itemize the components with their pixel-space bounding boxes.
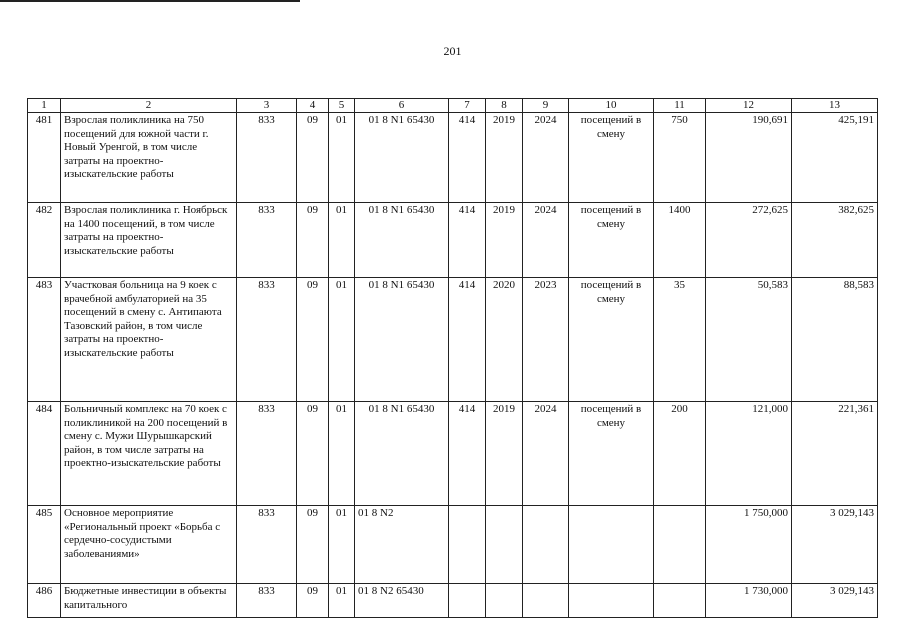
col-header-13: 13: [792, 99, 878, 113]
cell-c3: 833: [237, 203, 297, 278]
cell-c12: 121,000: [706, 402, 792, 506]
col-header-7: 7: [449, 99, 486, 113]
budget-table: [27, 98, 878, 618]
cell-c6: 01 8 N1 65430: [355, 402, 449, 506]
object-name: Основное мероприятие «Региональный проект «Борьба с сердечно-сосудистыми заболеваниями»: [61, 506, 237, 584]
col-header-4: 4: [297, 99, 329, 113]
table-row: [28, 584, 878, 618]
cell-c6: 01 8 N1 65430: [355, 278, 449, 402]
cell-c9: 2023: [523, 278, 569, 402]
cell-c5: 01: [329, 506, 355, 584]
col-header-6: 6: [355, 99, 449, 113]
cell-c5: 01: [329, 584, 355, 618]
cell-c4: 09: [297, 584, 329, 618]
table-row: [28, 203, 878, 278]
cell-c11: 1400: [654, 203, 706, 278]
cell-c7: [449, 584, 486, 618]
col-header-11: 11: [654, 99, 706, 113]
cell-c13: 3 029,143: [792, 506, 878, 584]
cell-c9: [523, 506, 569, 584]
cell-c4: 09: [297, 402, 329, 506]
col-header-1: 1: [28, 99, 61, 113]
col-header-10: 10: [569, 99, 654, 113]
cell-c11: 35: [654, 278, 706, 402]
cell-c7: 414: [449, 113, 486, 203]
cell-c4: 09: [297, 113, 329, 203]
cell-c13: 88,583: [792, 278, 878, 402]
cell-c8: [486, 584, 523, 618]
table-row: [28, 113, 878, 203]
cell-c8: 2020: [486, 278, 523, 402]
cell-c13: 221,361: [792, 402, 878, 506]
cell-c8: 2019: [486, 203, 523, 278]
cell-c4: 09: [297, 506, 329, 584]
cell-c11: 750: [654, 113, 706, 203]
cell-c13: 425,191: [792, 113, 878, 203]
row-number: 484: [28, 402, 61, 506]
table-row: [28, 506, 878, 584]
page-number: 201: [443, 44, 462, 58]
row-number: 486: [28, 584, 61, 618]
cell-c13: 382,625: [792, 203, 878, 278]
cell-c8: [486, 506, 523, 584]
row-number: 482: [28, 203, 61, 278]
cell-c7: 414: [449, 203, 486, 278]
object-name: Больничный комплекс на 70 коек с поликлиникой на 200 посещений в смену с. Мужи Шурышкарский район, в том числе затраты на проектно-изыскательские работы: [61, 402, 237, 506]
cell-c9: [523, 584, 569, 618]
cell-c10: посещений в смену: [569, 203, 654, 278]
cell-c11: [654, 584, 706, 618]
object-name: Бюджетные инвестиции в объекты капитального: [61, 584, 237, 618]
cell-c4: 09: [297, 203, 329, 278]
cell-c7: 414: [449, 402, 486, 506]
cell-c8: 2019: [486, 113, 523, 203]
cell-c3: 833: [237, 113, 297, 203]
top-rule: [0, 0, 300, 2]
cell-c13: 3 029,143: [792, 584, 878, 618]
table-row: [28, 402, 878, 506]
cell-c3: 833: [237, 402, 297, 506]
cell-c5: 01: [329, 278, 355, 402]
cell-c6: 01 8 N1 65430: [355, 113, 449, 203]
cell-c10: посещений в смену: [569, 402, 654, 506]
cell-c5: 01: [329, 113, 355, 203]
row-number: 485: [28, 506, 61, 584]
cell-c11: [654, 506, 706, 584]
object-name: Участковая больница на 9 коек с врачебной амбулаторией на 35 посещений в смену с. Антипаюта Тазовский район, в том числе затраты на проектно-изыскательские работы: [61, 278, 237, 402]
cell-c9: 2024: [523, 203, 569, 278]
cell-c3: 833: [237, 278, 297, 402]
col-header-2: 2: [61, 99, 237, 113]
cell-c3: 833: [237, 506, 297, 584]
cell-c10: посещений в смену: [569, 278, 654, 402]
col-header-12: 12: [706, 99, 792, 113]
cell-c11: 200: [654, 402, 706, 506]
cell-c8: 2019: [486, 402, 523, 506]
row-number: 483: [28, 278, 61, 402]
cell-c10: [569, 584, 654, 618]
row-number: 481: [28, 113, 61, 203]
cell-c9: 2024: [523, 113, 569, 203]
cell-c3: 833: [237, 584, 297, 618]
cell-c6: 01 8 N2: [355, 506, 449, 584]
cell-c5: 01: [329, 402, 355, 506]
cell-c10: посещений в смену: [569, 113, 654, 203]
cell-c6: 01 8 N2 65430: [355, 584, 449, 618]
col-header-3: 3: [237, 99, 297, 113]
cell-c7: [449, 506, 486, 584]
cell-c12: 190,691: [706, 113, 792, 203]
cell-c6: 01 8 N1 65430: [355, 203, 449, 278]
header-row: [28, 99, 878, 113]
cell-c7: 414: [449, 278, 486, 402]
col-header-9: 9: [523, 99, 569, 113]
col-header-8: 8: [486, 99, 523, 113]
cell-c12: 272,625: [706, 203, 792, 278]
cell-c12: 50,583: [706, 278, 792, 402]
object-name: Взрослая поликлиника на 750 посещений для южной части г. Новый Уренгой, в том числе затраты на проектно-изыскательские работы: [61, 113, 237, 203]
col-header-5: 5: [329, 99, 355, 113]
cell-c12: 1 750,000: [706, 506, 792, 584]
object-name: Взрослая поликлиника г. Ноябрьск на 1400 посещений, в том числе затраты на проектно-изыскательские работы: [61, 203, 237, 278]
cell-c4: 09: [297, 278, 329, 402]
table-row: [28, 278, 878, 402]
cell-c5: 01: [329, 203, 355, 278]
cell-c10: [569, 506, 654, 584]
cell-c9: 2024: [523, 402, 569, 506]
cell-c12: 1 730,000: [706, 584, 792, 618]
